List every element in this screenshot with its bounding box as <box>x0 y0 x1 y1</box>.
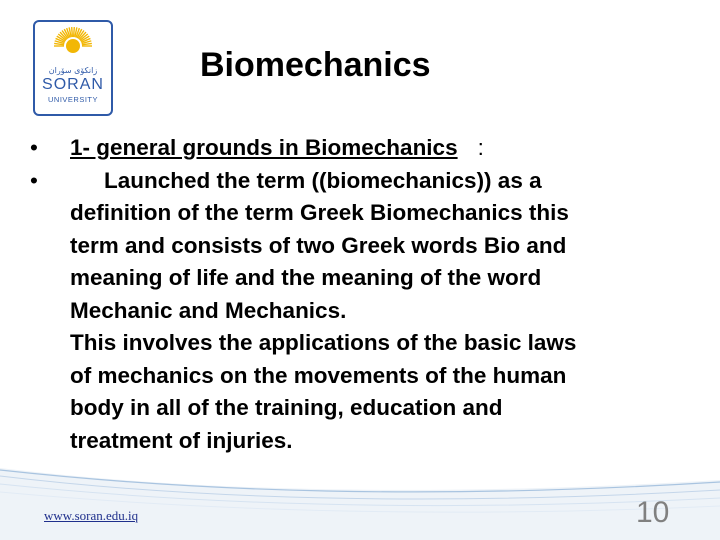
paragraph-line: definition of the term Greek Biomechanics this <box>70 200 569 225</box>
paragraph-line: term and consists of two Greek words Bio and <box>70 232 567 258</box>
paragraph-line: Mechanic and Mechanics. <box>70 297 347 323</box>
paragraph-line: This involves the applications of the basic laws <box>70 330 577 355</box>
paragraph-line: body in all of the training, education and <box>70 395 503 420</box>
bullet-heading-text: 1- general grounds in Biomechanics <box>70 135 458 160</box>
paragraph-line: treatment of injuries. <box>70 427 293 453</box>
sun-emblem-icon <box>35 22 111 66</box>
bullet-dot-icon: • <box>30 135 38 160</box>
bullet-heading <box>30 132 670 165</box>
bullet-paragraph <box>30 165 670 458</box>
bullet-heading-colon: : <box>477 135 484 160</box>
logo-name: SORAN <box>42 76 104 93</box>
paragraph-line: of mechanics on the movements of the human <box>70 362 567 388</box>
paragraph-line: Launched the term ((biomechanics)) as a <box>104 167 542 193</box>
slide-body <box>30 132 670 457</box>
page-number: 10 <box>636 496 670 529</box>
paragraph-line: meaning of life and the meaning of the word <box>70 265 542 290</box>
logo-arabic-text: زانكۆی سۆران <box>48 66 98 75</box>
bullet-dot-icon: • <box>30 167 38 193</box>
soran-university-logo <box>33 20 113 116</box>
decorative-wave <box>0 440 720 540</box>
slide-title: Biomechanics <box>200 46 431 84</box>
footer-website-link[interactable]: www.soran.edu.iq <box>44 508 139 523</box>
logo-subtitle: UNIVERSITY <box>47 95 98 104</box>
